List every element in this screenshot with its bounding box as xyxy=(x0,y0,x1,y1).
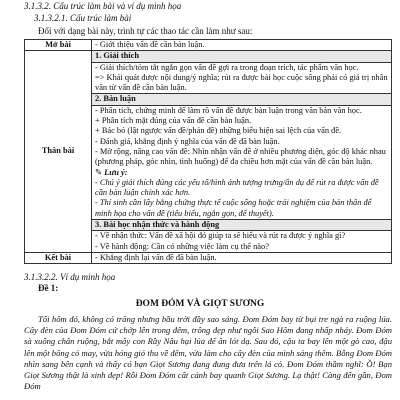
section-heading-3-1-3-2: 3.1.3.2. Cấu trúc làm bài và ví dụ minh họa xyxy=(24,1,182,11)
pen-icon: ✎ xyxy=(95,167,103,177)
ket-bai-text: - Khẳng định lại vấn đề đã bàn luận. xyxy=(92,252,392,263)
note-title: Lưu ý: xyxy=(104,167,128,177)
sec1-content xyxy=(92,62,392,94)
story-text: Tối hôm đó, không có trăng nhưng bầu trời đầy sao sáng. Đom Đóm bay từ bụi tre ngà ra ruộng lúa. Cây đèn của Đom Đóm cứ chớp lên trong đêm, trông đẹp như ngôi Sao Hôm đang nhấp nháy. Đom Đóm sà xuống chân ruộng, bắt mấy con Rầy Nâu hại lúa để ăn lót dạ. Sau đó, cậu ta bay lên một gò cao, đậu lên một bông cỏ may, vừa hóng gió thu về đêm, vừa làm cho cây đèn của mình sáng thêm. Bỗng Đom Đóm nhìn sang bên cạnh và thấy có bạn Giọt Sương đang đung đưa trên lá cỏ. Đom Đóm thầm nghĩ: Ồ! Bạn Giọt Sương thật là xinh đẹp! Rồi Đom Đóm cất cánh bay quanh Giọt Sương. Lạ thật! Càng đến gần, Đom Đóm xyxy=(24,314,392,392)
sec1-line: - Giải thích/tóm tắt ngắn gọn vấn đề gợi ra trong đoạn trích, tác phẩm văn học. xyxy=(95,62,359,72)
sec3-content xyxy=(92,231,392,253)
sec2-line: + Bác bỏ (lật ngược vấn đề/phản đề) những biểu hiện sai lệch của vấn đề. xyxy=(95,126,342,136)
than-bai-label: Thân bài xyxy=(25,51,92,253)
mo-bai-text: - Giới thiệu vấn đề cần bàn luận. xyxy=(92,40,392,51)
sec2-line: - Mở rộng, nâng cao vấn đề: Nhìn nhận vấn đề ở nhiều phương diện, góc độ khác nhau (phương pháp, góc nhìn, tình huống) để đa chiều hơn mặt của vấn đề cần bàn luận. xyxy=(95,146,386,167)
sec2-title: 2. Bàn luận xyxy=(92,94,392,105)
row-ket-bai xyxy=(25,252,392,263)
row-than-bai xyxy=(25,51,392,62)
sec2-line: - Phân tích, chứng minh để làm rõ vấn đề được bàn luận trong văn bản văn học. xyxy=(95,105,362,115)
ket-bai-label: Kết bài xyxy=(25,252,92,263)
sec2-content xyxy=(92,105,392,219)
sec1-title: 1. Giải thích xyxy=(92,51,392,62)
section-heading-example: 3.1.3.2.2. Ví dụ minh họa xyxy=(24,272,116,282)
essay-structure-table xyxy=(24,39,392,264)
section-heading-structure: 3.1.3.2.1. Cấu trúc làm bài xyxy=(34,13,132,23)
sec3-line: - Về hành động: Cần có những việc làm cụ thể nào? xyxy=(95,241,269,251)
note-line: - Chú ý giải thích đúng các yếu tố/hình ảnh tượng trưng/ẩn dụ để rút ra được vấn đề cần bàn luận chính xác hơn. xyxy=(95,177,379,198)
note-line: - Thí sinh cần lấy bằng chứng thực tế cuộc sống hoặc trải nghiệm của bản thân để minh họa cho vấn đề (tiêu biểu, ngắn gọn, để thuyết). xyxy=(95,198,372,218)
note-block xyxy=(95,168,388,178)
sec3-title: 3. Bài học nhận thức và hành động xyxy=(92,220,392,231)
sec2-line: + Phân tích mặt đúng của vấn đề cần bàn luận. xyxy=(95,116,252,126)
exam-label: Đề 1: xyxy=(38,283,59,293)
sec1-line: => Khái quát được nội dung/ý nghĩa; rút ra được bài học cuộc sống phải có giá trị nhân văn từ vấn đề cần bàn luận. xyxy=(95,72,388,93)
intro-text: Đối với dạng bài này, trình tự các thao tác cần làm như sau: xyxy=(38,26,253,36)
row-mo-bai xyxy=(25,40,392,51)
sec2-line: - Đánh giá, khẳng định ý nghĩa của vấn đề đã bàn luận. xyxy=(95,136,280,146)
sec3-line: - Về nhận thức: Vấn đề xã hội đó giúp ta sẽ hiểu và rút ra được ý nghĩa gì? xyxy=(95,231,346,241)
story-title: ĐOM ĐÓM VÀ GIỌT SƯƠNG xyxy=(135,299,265,309)
mo-bai-label: Mở bài xyxy=(25,40,92,51)
